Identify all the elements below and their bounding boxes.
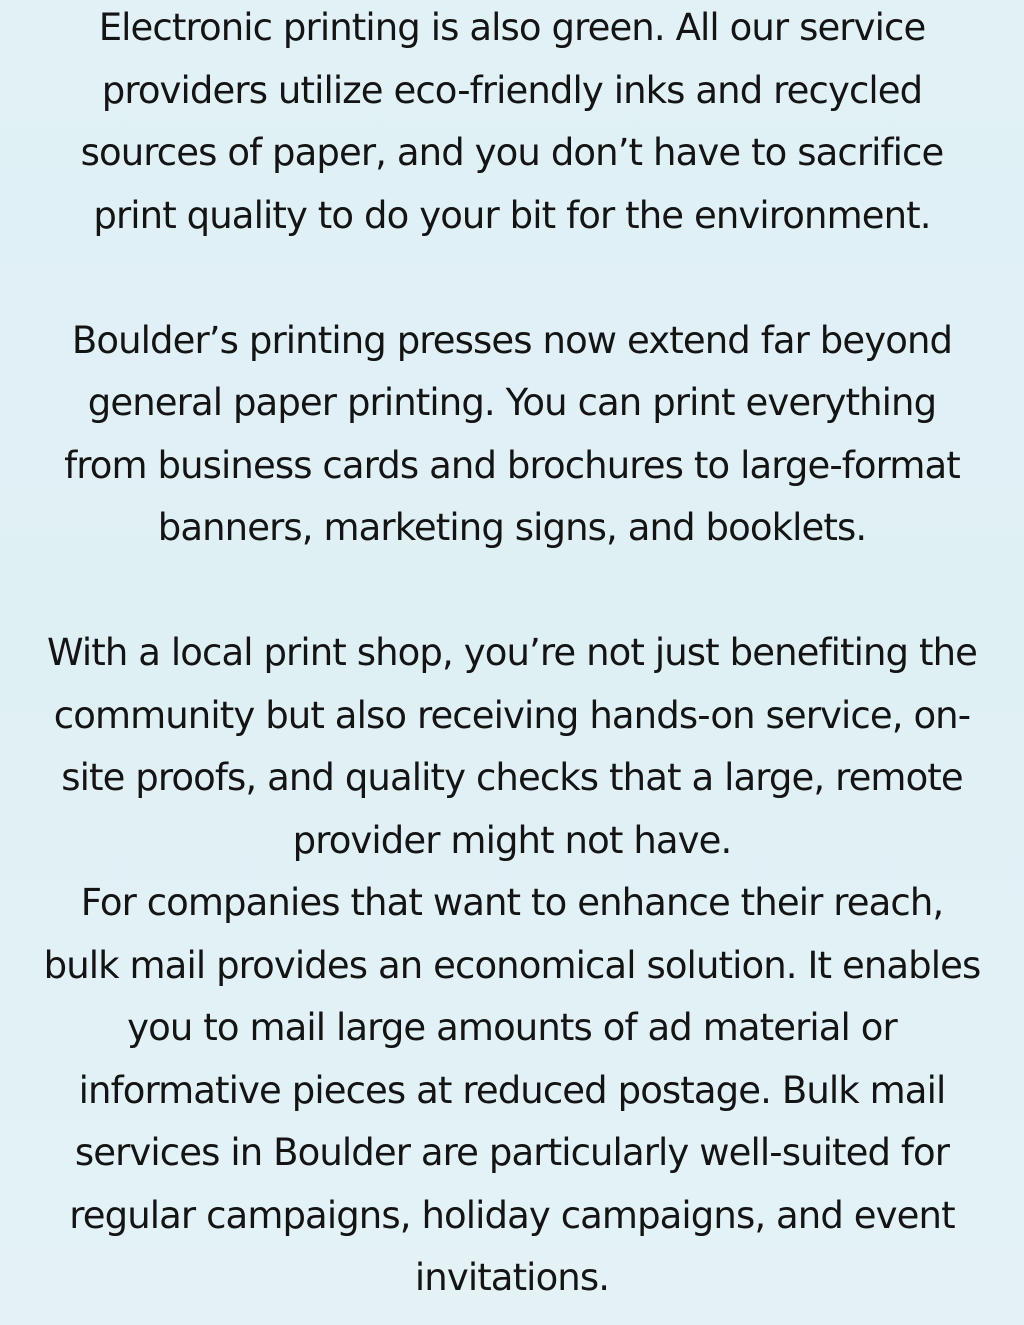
paragraph-printing-presses: Boulder’s printing presses now extend far beyond general paper printing. You can print everything from business cards and brochures to large-format banners, marketing signs, and booklets. <box>64 318 960 549</box>
paragraph-eco-printing: Electronic printing is also green. All our service providers utilize eco-friendly inks and recycled sources of paper, and you don’t have to sacrifice print quality to do your bit for the environment. <box>80 6 944 237</box>
paragraph-spacer <box>2 247 1022 310</box>
paragraph-bulk-mail: For companies that want to enhance their reach, bulk mail provides an economical solution. It enables you to mail large amounts of ad material or informative pieces at reduced postage. Bulk mail services in Boulder are particularly well-suited for regular campaigns, holiday campaigns, and event invitations. <box>43 881 981 1299</box>
paragraph-local-print-shop: With a local print shop, you’re not just benefiting the community but also receiving hands-on service, on- site proofs, and quality checks that a large, remote provider might not have. <box>46 631 978 862</box>
paragraph-spacer <box>2 560 1022 623</box>
